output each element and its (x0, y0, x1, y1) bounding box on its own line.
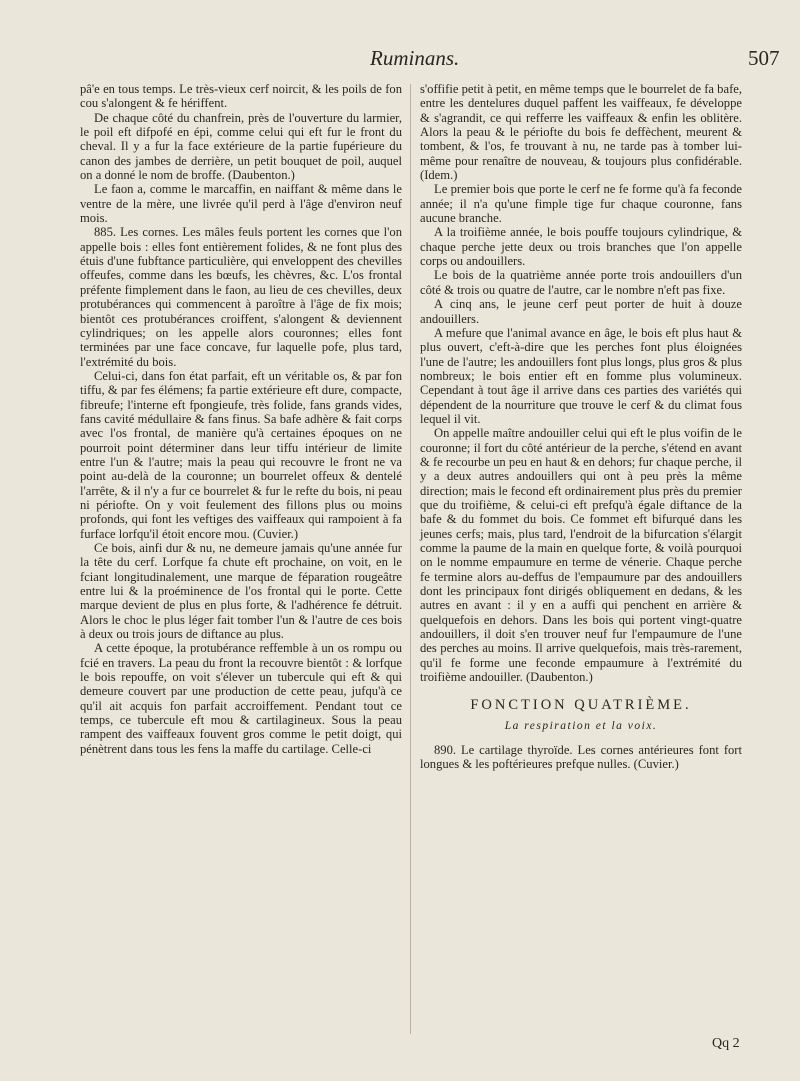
paragraph: A cette époque, la protubérance reffemble à un os rompu ou fcié en travers. La peau du front la recouvre bientôt : & lorfque le bois repouffe, on voit s'élever un tubercule qui eft & qui demeure couvert par une production de cette peau, jufqu'à ce qu'il ait acquis fon parfait accroiffement. Pendant tout ce temps, ce tubercule eft mou & cartilagineux. Sous la peau rampent des vaiffeaux fouvent gros comme le petit doigt, qui pénètrent dans tous les fens la maffe du cartilage. Celle-ci (80, 641, 402, 756)
paragraph: A cinq ans, le jeune cerf peut porter de huit à douze andouillers. (420, 297, 742, 326)
paragraph: pâ'e en tous temps. Le très-vieux cerf noircit, & les poils de fon cou s'alongent & fe hériffent. (80, 82, 402, 111)
section-subheading: La respiration et la voix. (504, 719, 658, 732)
paragraph: 890. Le cartilage thyroïde. Les cornes antérieures font fort longues & les poftérieures prefque nulles. (Cuvier.) (420, 743, 742, 772)
left-column (80, 82, 402, 756)
paragraph: Le bois de la quatrième année porte trois andouillers d'un côté & trois ou quatre de l'autre, car le nombre n'eft pas fixe. (420, 268, 742, 297)
paragraph: Le faon a, comme le marcaffin, en naiffant & même dans le ventre de la mère, une livrée qu'il perd à l'âge d'environ neuf mois. (80, 182, 402, 226)
signature-mark: Qq 2 (712, 1036, 740, 1051)
paragraph: s'offifie petit à petit, en même temps que le bourrelet de fa bafe, entre les dentelures duquel paffent les vaiffeaux, fe développe & s'agrandit, ce qui refferre les vaiffeaux & enfin les oblitère. Alors la peau & le périofte du bois fe deffèchent, meurent & tombent, & l'os, fe trouvant à nu, ne tarde pas à tomber lui-même pour renaître de nouveau, & toujours plus confidérable. (Idem.) (420, 82, 742, 183)
paragraph: 885. Les cornes. Les mâles feuls portent les cornes que l'on appelle bois : elles font entièrement folides, & ne font plus des étuis d'une fubftance particulière, qui enveloppent des chevilles offeufes, comme dans les bœufs, les chèvres, &c. L'os frontal préfente fimplement dans le faon, au lieu de ces chevilles, deux protubérances qui commencent à paroître à l'âge de fix mois; bientôt ces protubérances croiffent, s'alongent & deviennent cylindriques; on les appelle alors couronnes; elles font terminées par une face concave, fur laquelle pofe, plus tard, l'extrémité du bois. (80, 225, 402, 369)
section-heading: FONCTION QUATRIÈME. (470, 697, 692, 714)
paragraph: On appelle maître andouiller celui qui eft le plus voifin de le couronne; il fort du côté antérieur de la perche, s'étend en avant & fe recourbe un peu en haut & en dehors; fur chaque perche, il y a deux autres andouillers qui ont à peu près la même direction; mais le fecond eft ordinairement plus près du premier que du troifième, & celui-ci eft prefqu'à égale diftance de la bafe & du fommet du bois. Ce fommet eft bifurqué dans les jeunes cerfs; mais, plus tard, l'endroit de la bifurcation s'élargit comme la paume de la main en quelque forte, & voilà pourquoi on le nomme empaumure en terme de vénerie. Chaque perche fe termine alors au-deffus de l'empaumure par des andouillers dont les principaux font dirigés obliquement en dedans, & les autres en avant : il y en a auffi qui penchent en arrière & quelquefois en dehors. Dans les bois qui portent vingt-quatre andouillers, il doit s'en trouver neuf fur l'empaumure de l'une des perches au moins. Il arrive quelquefois, mais très-rarement, qu'il fe forme une feconde empaumure à l'extrémité du troifième andouiller. (Daubenton.) (420, 426, 742, 685)
paragraph: De chaque côté du chanfrein, près de l'ouverture du larmier, le poil eft difpofé en épi, comme celui qui eft fur le front du cheval. Il y a fur la face extérieure de la partie fupérieure du canon des jambes de derrière, un petit bouquet de poil, auquel on a donné le nom de broffe. (Daubenton.) (80, 110, 402, 183)
running-header (0, 44, 800, 76)
running-title: Ruminans. (370, 46, 460, 70)
paragraph: Ce bois, ainfi dur & nu, ne demeure jamais qu'une année fur la tête du cerf. Lorfque fa chute eft prochaine, on voit, en le fciant longitudinalement, une marque de féparation rougeâtre entre lui & la proéminence de l'os frontal qui le porte. Cette marque devient de plus en plus forte, & l'adhérence fe détruit. Alors le choc le plus léger fait tomber l'un & l'autre de ces bois à deux ou trois jours de diftance au plus. (80, 541, 402, 642)
column-divider (410, 84, 411, 1034)
page-number: 507 (748, 46, 780, 70)
paragraph: A mefure que l'animal avance en âge, le bois eft plus haut & plus ouvert, c'eft-à-dire que les perches font plus éloignées l'une de l'autre; les andouillers font plus longs, plus gros & plus nombreux; le bois entier eft en fomme plus volumineux. Cependant à tout âge il arrive dans ces parties des variétés qui dépendent de la nourriture que trouve le cerf & du climat fous lequel il vit. (420, 325, 742, 426)
right-column (420, 82, 742, 772)
paragraph: Le premier bois que porte le cerf ne fe forme qu'à fa feconde année; il n'a qu'une fimple tige fur chaque couronne, fans aucune branche. (420, 182, 742, 226)
paragraph: A la troifième année, le bois pouffe toujours cylindrique, & chaque perche jette deux ou trois branches que l'on appelle corps ou andouillers. (420, 225, 742, 269)
paragraph: Celui-ci, dans fon état parfait, eft un véritable os, & par fon tiffu, & par fes élémens; fa partie extérieure eft dure, compacte, fibreufe; l'interne eft fpongieufe, très folide, fans grands vides, fans cavité médullaire & fans finus. Sa bafe adhère & fait corps avec l'os frontal, de manière qu'à certaines époques on ne pourroit point déterminer dans leur tiffu intérieur de limite entre l'un & l'autre; mais la peau qui recouvre le front ne va point au-delà de la couronne; un bourrelet offeux & dentelé l'arrête, & il n'y a fur ce bourrelet & fur le refte du bois, ni peau ni périofte. On y voit feulement des fillons plus ou moins profonds, qui font les veftiges des vaiffeaux qui rampoient à fa furface lorfqu'il étoit encore mou. (Cuvier.) (80, 368, 402, 541)
